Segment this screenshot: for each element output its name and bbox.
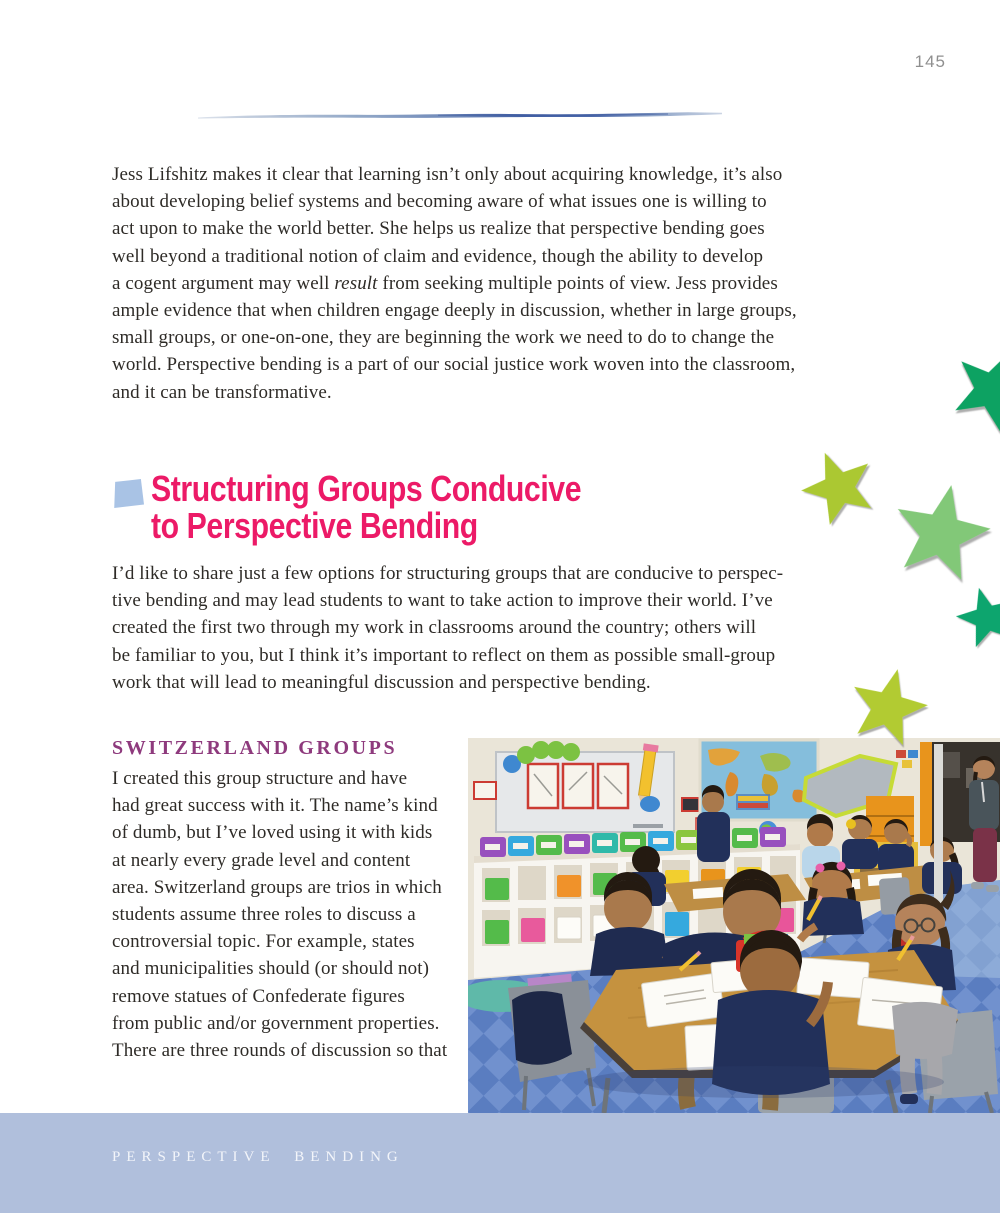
brush-stroke-decoration xyxy=(198,106,722,128)
star-icon xyxy=(941,335,1000,438)
text-line: and it can be transformative. xyxy=(112,381,332,403)
text-line: controversial topic. For example, states xyxy=(112,931,415,953)
text-line: act upon to make the world better. She helps us realize that perspective bending goes xyxy=(112,218,765,240)
text-line: world. Perspective bending is a part of our social justice work woven into the classroom, xyxy=(112,354,796,376)
text-line: from public and/or government properties. xyxy=(112,1012,440,1034)
text-line: had great success with it. The name’s kind xyxy=(112,795,438,817)
text-line: and municipalities should (or should not) xyxy=(112,958,430,980)
section-heading xyxy=(151,470,663,544)
text-line: created the first two through my work in classrooms around the country; others will xyxy=(112,617,757,639)
subsection-paragraph xyxy=(112,765,462,1064)
text-line: a cogent argument may well result from seeking multiple points of view. Jess provides xyxy=(112,272,778,294)
text-line: of dumb, but I’ve loved using it with kids xyxy=(112,822,433,844)
text-line: ample evidence that when children engage deeply in discussion, whether in large groups, xyxy=(112,300,797,322)
text-line: small groups, or one-on-one, they are beginning the work we need to do to change the xyxy=(112,327,775,349)
section-heading-line2: to Perspective Bending xyxy=(151,505,478,546)
text-line: I created this group structure and have xyxy=(112,768,408,789)
text-line: students assume three roles to discuss a xyxy=(112,904,416,926)
text-line: about developing belief systems and becoming aware of what issues one is willing to xyxy=(112,191,767,213)
text-line: at nearly every grade level and content xyxy=(112,849,411,871)
footer-running-title: PERSPECTIVE BENDING xyxy=(112,1149,404,1165)
text-line: work that will lead to meaningful discussion and perspective bending. xyxy=(112,671,651,693)
text-line: I’d like to share just a few options for structuring groups that are conducive to perspec- xyxy=(112,563,784,584)
star-icon xyxy=(791,439,884,530)
text-line: well beyond a traditional notion of claim and evidence, though the ability to develop xyxy=(112,245,764,267)
text-line: Jess Lifshitz makes it clear that learning isn’t only about acquiring knowledge, it’s also xyxy=(112,164,783,185)
text-line: There are three rounds of discussion so that xyxy=(112,1040,448,1062)
star-icon xyxy=(843,660,934,749)
intro-paragraph xyxy=(112,161,802,406)
section-bullet-icon xyxy=(113,479,144,508)
text-line: area. Switzerland groups are trios in which xyxy=(112,876,442,898)
text-line: tive bending and may lead students to want to take action to improve their world. I’ve xyxy=(112,590,773,612)
star-icon xyxy=(886,475,998,583)
classroom-photo xyxy=(468,738,1000,1113)
footer xyxy=(0,1113,1000,1213)
text-line: remove statues of Confederate figures xyxy=(112,985,405,1007)
subsection-heading: SWITZERLAND GROUPS xyxy=(112,737,398,759)
page-number: 145 xyxy=(914,52,946,71)
section-heading-line1: Structuring Groups Conducive xyxy=(151,468,582,509)
star-icon xyxy=(950,580,1000,650)
section-paragraph xyxy=(112,560,802,696)
text-line: be familiar to you, but I think it’s important to reflect on them as possible small-group xyxy=(112,644,776,666)
